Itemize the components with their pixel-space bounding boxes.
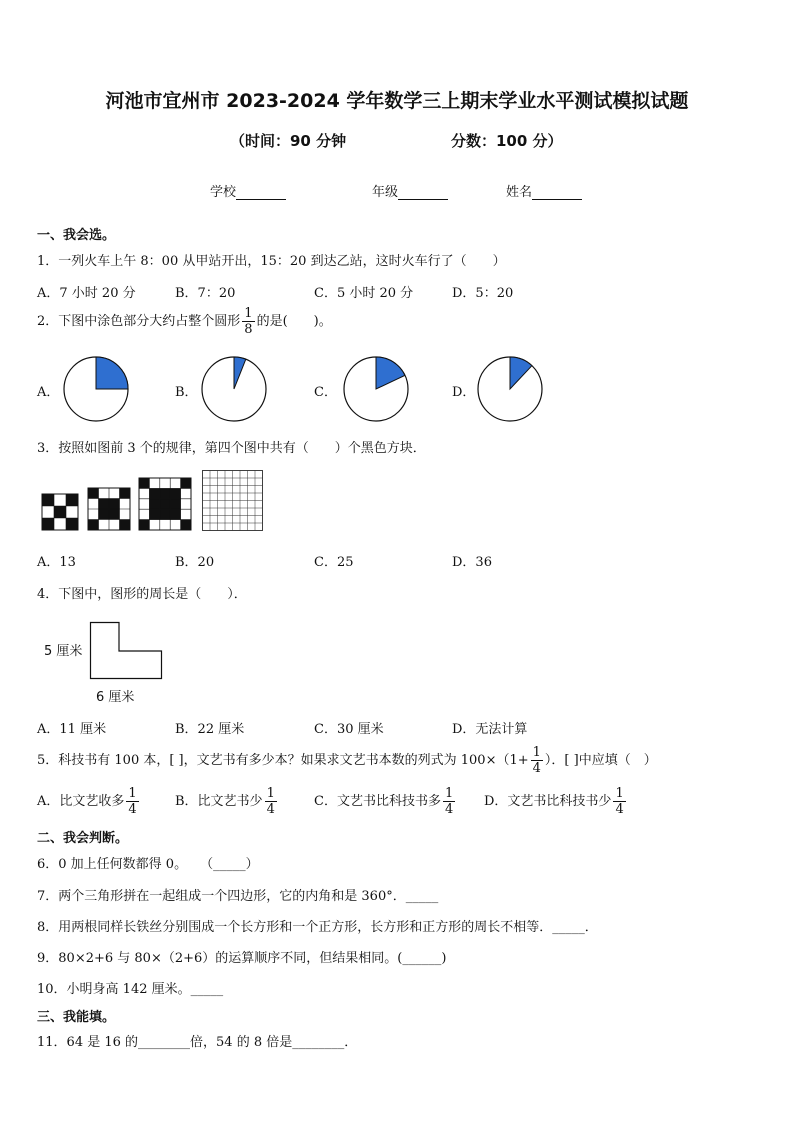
q5-option-c-frac [443,786,455,817]
school-blank[interactable] [236,185,286,200]
q2-pie-b [200,355,268,423]
q5-option-c[interactable] [314,786,457,817]
q3-option-a[interactable]: A．13 [37,555,76,570]
q5-option-a[interactable] [37,786,141,817]
q1-option-b[interactable]: B．7：20 [175,286,236,301]
q3-option-c[interactable]: C．25 [314,555,354,570]
q2-label-b[interactable]: B． [175,385,198,400]
q3-pattern-1 [42,494,78,530]
question-11: 11．64 是 16 的________倍，54 的 8 倍是________． [37,1035,358,1050]
q3-pattern-3 [139,478,191,530]
q4-option-d[interactable]: D．无法计算 [452,722,528,737]
q2-text-after: 的是( )。 [256,314,332,329]
q2-label-d[interactable]: D． [452,385,476,400]
q2-label-c[interactable]: C． [314,385,337,400]
q3-option-b[interactable]: B．20 [175,555,215,570]
grade-blank[interactable] [398,185,448,200]
question-2 [37,306,332,337]
q4-height-label: 5 厘米 [44,644,83,659]
q1-option-c[interactable]: C．5 小时 20 分 [314,286,414,301]
section-fill-heading: 三、我能填。 [37,1010,116,1025]
q2-pie-c [342,355,410,423]
q5-option-d-den: 4 [615,802,624,817]
pie-shaded-wedge [96,357,128,389]
q5-option-c-den: 4 [444,802,454,817]
name-field [506,181,582,200]
question-9: 9．80×2+6 与 80×（2+6）的运算顺序不同，但结果相同。(______) [37,951,447,966]
school-field [210,181,286,200]
q4-option-a[interactable]: A．11 厘米 [37,722,107,737]
q5-option-a-num: 1 [128,786,137,801]
question-4: 4．下图中，图形的周长是（ ）． [37,587,247,602]
q1-option-d[interactable]: D．5：20 [452,286,514,301]
exam-score: 分数：100 分） [451,132,563,150]
page-title: 河池市宜州市 2023-2024 学年数学三上期末学业水平测试模拟试题 [105,90,689,112]
q2-fraction [242,306,254,337]
q5-option-a-text: A．比文艺收多 [37,794,125,809]
q1-option-a[interactable]: A．7 小时 20 分 [37,286,136,301]
q5-option-d-text: D．文艺书比科技书少 [484,794,612,809]
question-8: 8．用两根同样长铁丝分别围成一个长方形和一个正方形，长方形和正方形的周长不相等．_____． [37,920,598,935]
q5-option-b-den: 4 [266,802,275,817]
question-1: 1．一列火车上午 8：00 从甲站开出，15：20 到达乙站，这时火车行了（ ） [37,254,506,269]
q2-pie-a [62,355,130,423]
q5-option-b[interactable] [175,786,279,817]
school-label: 学校 [210,185,237,200]
question-5 [37,745,657,776]
q5-option-b-num: 1 [266,786,275,801]
q5-text-before: 5．科技书有 100 本，[ ]，文艺书有多少本？如果求文艺书本数的列式为 100×（1+ [37,753,529,768]
q5-option-c-num: 1 [444,786,454,801]
question-7: 7．两个三角形拼在一起组成一个四边形，它的内角和是 360°．_____ [37,889,439,904]
q5-option-a-den: 4 [128,802,137,817]
q5-option-d-num: 1 [615,786,624,801]
q5-option-b-frac [265,786,277,817]
name-blank[interactable] [532,185,582,200]
section-judge-heading: 二、我会判断。 [37,831,129,846]
name-label: 姓名 [506,185,533,200]
q2-label-a[interactable]: A． [37,385,60,400]
exam-time: （时间：90 分钟 [230,132,347,150]
q2-frac-den: 8 [244,322,253,337]
q4-option-b[interactable]: B．22 厘米 [175,722,245,737]
q5-frac-den: 4 [532,761,541,776]
q5-option-c-text: C．文艺书比科技书多 [314,794,441,809]
q3-empty-grid [202,470,263,531]
question-10: 10．小明身高 142 厘米。_____ [37,982,224,997]
q5-frac-num: 1 [532,745,541,760]
q5-text-after: ）．[ ]中应填（ ） [544,753,657,768]
grade-field [372,181,448,200]
grade-label: 年级 [372,185,399,200]
q5-option-b-text: B．比文艺书少 [175,794,263,809]
question-6: 6．0 加上任何数都得 0。 （_____） [37,857,259,872]
q2-text-before: 2．下图中涂色部分大约占整个圆形 [37,314,241,329]
q3-pattern-2 [88,488,130,530]
q5-option-d-frac [613,786,625,817]
question-3: 3．按照如图前 3 个的规律，第四个图中共有（ ）个黑色方块． [37,441,426,456]
q5-option-a-frac [126,786,138,817]
q4-width-label: 6 厘米 [96,690,135,705]
q4-option-c[interactable]: C．30 厘米 [314,722,384,737]
q4-l-shape [90,622,162,679]
q3-option-d[interactable]: D．36 [452,555,492,570]
q2-pie-d [476,355,544,423]
q5-fraction [531,745,543,776]
section-choice-heading: 一、我会选。 [37,228,116,243]
q2-frac-num: 1 [244,306,253,321]
q5-option-d[interactable] [484,786,628,817]
